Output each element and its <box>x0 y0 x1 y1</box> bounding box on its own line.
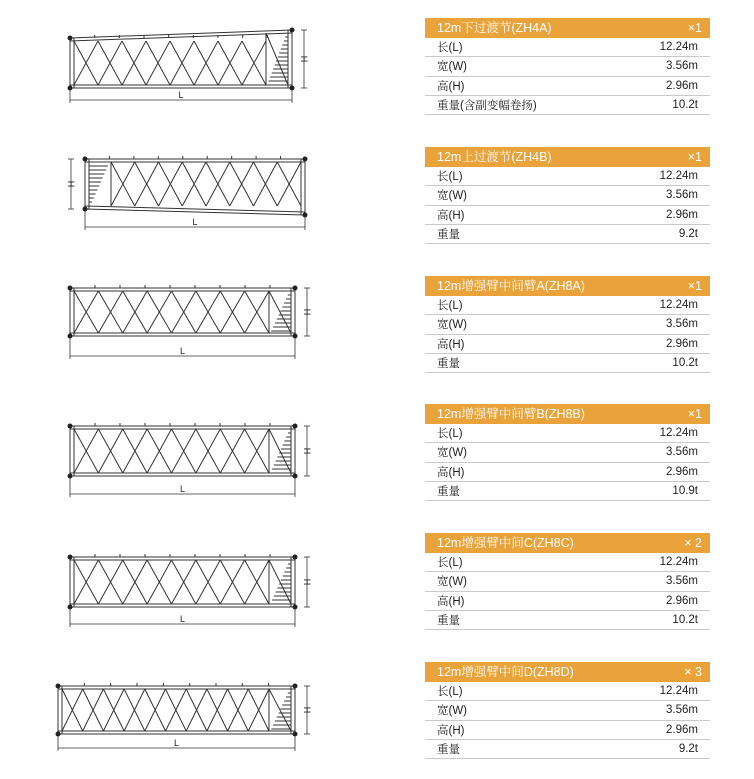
spec-row-weight <box>425 482 710 501</box>
spec-label: 长(L) <box>437 171 463 184</box>
spec-label: 重量 <box>437 615 460 628</box>
height-label: H <box>302 578 312 586</box>
spec-value: 10.9t <box>672 485 698 498</box>
lacing <box>74 560 269 604</box>
pin-joint <box>303 157 308 162</box>
ladder-diagonal <box>269 560 291 604</box>
pin-joint <box>68 334 73 339</box>
spec-label: 高(H) <box>437 209 465 222</box>
pin-joint <box>293 286 298 291</box>
spec-value: 10.2t <box>672 614 698 627</box>
pin-joint <box>290 86 295 91</box>
spec-row-length <box>425 553 710 572</box>
spec-value: 12.24m <box>659 556 698 569</box>
spec-value: 12.24m <box>659 170 698 183</box>
height-label: H <box>299 55 309 63</box>
boom-section-zh8c <box>0 515 754 643</box>
spec-row-length <box>425 167 710 186</box>
boom-section-zh4b <box>0 129 754 257</box>
spec-value: 2.96m <box>666 723 698 736</box>
pin-joint <box>293 555 298 560</box>
section-title: 12m增强臂中间臂B(ZH8B) <box>437 407 585 421</box>
spec-row-weight <box>425 225 710 244</box>
ladder-right <box>269 429 291 473</box>
spec-label: 重量(含副变幅卷扬) <box>437 100 537 113</box>
quantity: ×1 <box>687 407 702 421</box>
spec-value: 3.56m <box>666 575 698 588</box>
quantity: ×1 <box>687 279 702 293</box>
spec-row-width <box>425 701 710 720</box>
pin-joint <box>68 605 73 610</box>
bottom-chord-inner <box>85 206 305 212</box>
pin-joint <box>68 86 73 91</box>
spec-label: 高(H) <box>437 466 465 479</box>
spec-row-height <box>425 206 710 225</box>
pin-joint <box>293 334 298 339</box>
truss-drawing <box>40 644 340 772</box>
spec-value: 2.96m <box>666 208 698 221</box>
truss-frame <box>70 426 295 476</box>
boom-section-zh4a <box>0 0 754 128</box>
spec-value: 12.24m <box>659 299 698 312</box>
truss-drawing <box>40 386 340 514</box>
spec-table <box>425 404 710 501</box>
pin-joint <box>303 213 308 218</box>
spec-title-bar <box>425 147 710 167</box>
lacing <box>62 689 269 731</box>
spec-label: 重量 <box>437 744 460 757</box>
section-title: 12m上过渡节(ZH4B) <box>437 150 552 164</box>
spec-label: 宽(W) <box>437 319 468 332</box>
truss-drawing <box>40 0 340 128</box>
pin-joint <box>56 684 61 689</box>
pin-joint <box>293 732 298 737</box>
spec-title-bar <box>425 533 710 553</box>
pin-joint <box>56 732 61 737</box>
ladder-right <box>266 33 288 85</box>
spec-label: 高(H) <box>437 338 465 351</box>
spec-row-length <box>425 38 710 57</box>
bottom-chord <box>85 209 305 215</box>
length-label: L <box>179 484 186 494</box>
pin-joint <box>293 605 298 610</box>
spec-label: 长(L) <box>437 557 463 570</box>
spec-label: 宽(W) <box>437 61 468 74</box>
length-label: L <box>192 217 198 227</box>
spec-row-height <box>425 335 710 354</box>
pin-joint <box>83 157 88 162</box>
spec-row-weight <box>425 354 710 373</box>
spec-label: 长(L) <box>437 300 463 313</box>
spec-table <box>425 147 710 244</box>
length-label: L <box>179 346 186 356</box>
section-title: 12m增强臂中间臂A(ZH8A) <box>437 279 585 293</box>
spec-value: 10.2t <box>672 99 698 112</box>
pin-joint <box>293 424 298 429</box>
spec-label: 重量 <box>437 229 460 242</box>
boom-section-zh8d <box>0 644 754 772</box>
boom-section-zh8a <box>0 258 754 386</box>
height-label: H <box>302 308 312 316</box>
spec-title-bar <box>425 404 710 424</box>
spec-row-height <box>425 592 710 611</box>
spec-value: 2.96m <box>666 594 698 607</box>
spec-row-length <box>425 682 710 701</box>
pin-joint <box>68 286 73 291</box>
section-title: 12m增强臂中间D(ZH8D) <box>437 665 574 679</box>
spec-value: 3.56m <box>666 60 698 73</box>
spec-label: 宽(W) <box>437 576 468 589</box>
ladder-diagonal <box>269 429 291 473</box>
spec-row-height <box>425 721 710 740</box>
spec-label: 宽(W) <box>437 705 468 718</box>
spec-row-width <box>425 572 710 591</box>
spec-row-width <box>425 186 710 205</box>
length-label: L <box>178 90 184 100</box>
spec-table <box>425 533 710 630</box>
spec-value: 3.56m <box>666 318 698 331</box>
quantity: × 2 <box>684 536 702 550</box>
spec-row-width <box>425 315 710 334</box>
spec-value: 3.56m <box>666 446 698 459</box>
spec-row-height <box>425 463 710 482</box>
spec-row-length <box>425 296 710 315</box>
lacing <box>111 162 301 206</box>
spec-table <box>425 18 710 115</box>
spec-row-weight <box>425 740 710 759</box>
spec-row-width <box>425 57 710 76</box>
spec-label: 长(L) <box>437 428 463 441</box>
length-label: L <box>173 738 180 748</box>
lacing <box>74 41 266 85</box>
spec-label: 高(H) <box>437 80 465 93</box>
spec-value: 9.2t <box>678 743 698 756</box>
spec-title-bar <box>425 18 710 38</box>
spec-value: 2.96m <box>666 337 698 350</box>
spec-row-width <box>425 443 710 462</box>
ladder-right <box>269 689 291 731</box>
pin-joint <box>293 684 298 689</box>
spec-label: 宽(W) <box>437 190 468 203</box>
spec-label: 宽(W) <box>437 447 468 460</box>
spec-label: 重量 <box>437 486 460 499</box>
truss-drawing <box>40 258 340 386</box>
pin-joint <box>68 474 73 479</box>
spec-label: 重量 <box>437 358 460 371</box>
truss-frame <box>58 686 295 734</box>
spec-label: 长(L) <box>437 42 463 55</box>
pin-joint <box>290 28 295 33</box>
truss-frame <box>70 288 295 336</box>
spec-value: 10.2t <box>672 357 698 370</box>
spec-value: 2.96m <box>666 465 698 478</box>
truss-drawing <box>40 129 340 257</box>
truss-frame <box>70 30 292 88</box>
spec-value: 2.96m <box>666 79 698 92</box>
length-label: L <box>179 614 186 624</box>
spec-table <box>425 276 710 373</box>
ladder-left <box>89 162 111 206</box>
spec-value: 12.24m <box>659 685 698 698</box>
pin-joint <box>68 424 73 429</box>
spec-value: 3.56m <box>666 704 698 717</box>
quantity: ×1 <box>687 21 702 35</box>
spec-title-bar <box>425 662 710 682</box>
spec-value: 12.24m <box>659 41 698 54</box>
height-label: H <box>302 447 312 455</box>
spec-label: 高(H) <box>437 724 465 737</box>
spec-table <box>425 662 710 759</box>
lacing <box>74 291 269 333</box>
pin-joint <box>68 36 73 41</box>
section-title: 12m增强臂中间C(ZH8C) <box>437 536 574 550</box>
quantity: × 3 <box>684 665 702 679</box>
truss-frame <box>70 557 295 607</box>
ladder-right <box>269 291 291 333</box>
section-title: 12m下过渡节(ZH4A) <box>437 21 552 35</box>
truss-frame <box>85 159 305 215</box>
spec-label: 长(L) <box>437 686 463 699</box>
truss-drawing <box>40 515 340 643</box>
height-label: H <box>66 180 76 188</box>
pin-joint <box>68 555 73 560</box>
height-label: H <box>302 706 312 714</box>
ladder-right <box>269 560 291 604</box>
spec-row-height <box>425 77 710 96</box>
pin-joint <box>293 474 298 479</box>
spec-row-weight <box>425 611 710 630</box>
spec-value: 9.2t <box>678 228 698 241</box>
spec-title-bar <box>425 276 710 296</box>
lacing <box>74 429 269 473</box>
spec-row-weight <box>425 96 710 115</box>
pin-joint <box>83 207 88 212</box>
spec-label: 高(H) <box>437 595 465 608</box>
spec-row-length <box>425 424 710 443</box>
quantity: ×1 <box>687 150 702 164</box>
spec-value: 3.56m <box>666 189 698 202</box>
spec-value: 12.24m <box>659 427 698 440</box>
boom-section-zh8b <box>0 386 754 514</box>
